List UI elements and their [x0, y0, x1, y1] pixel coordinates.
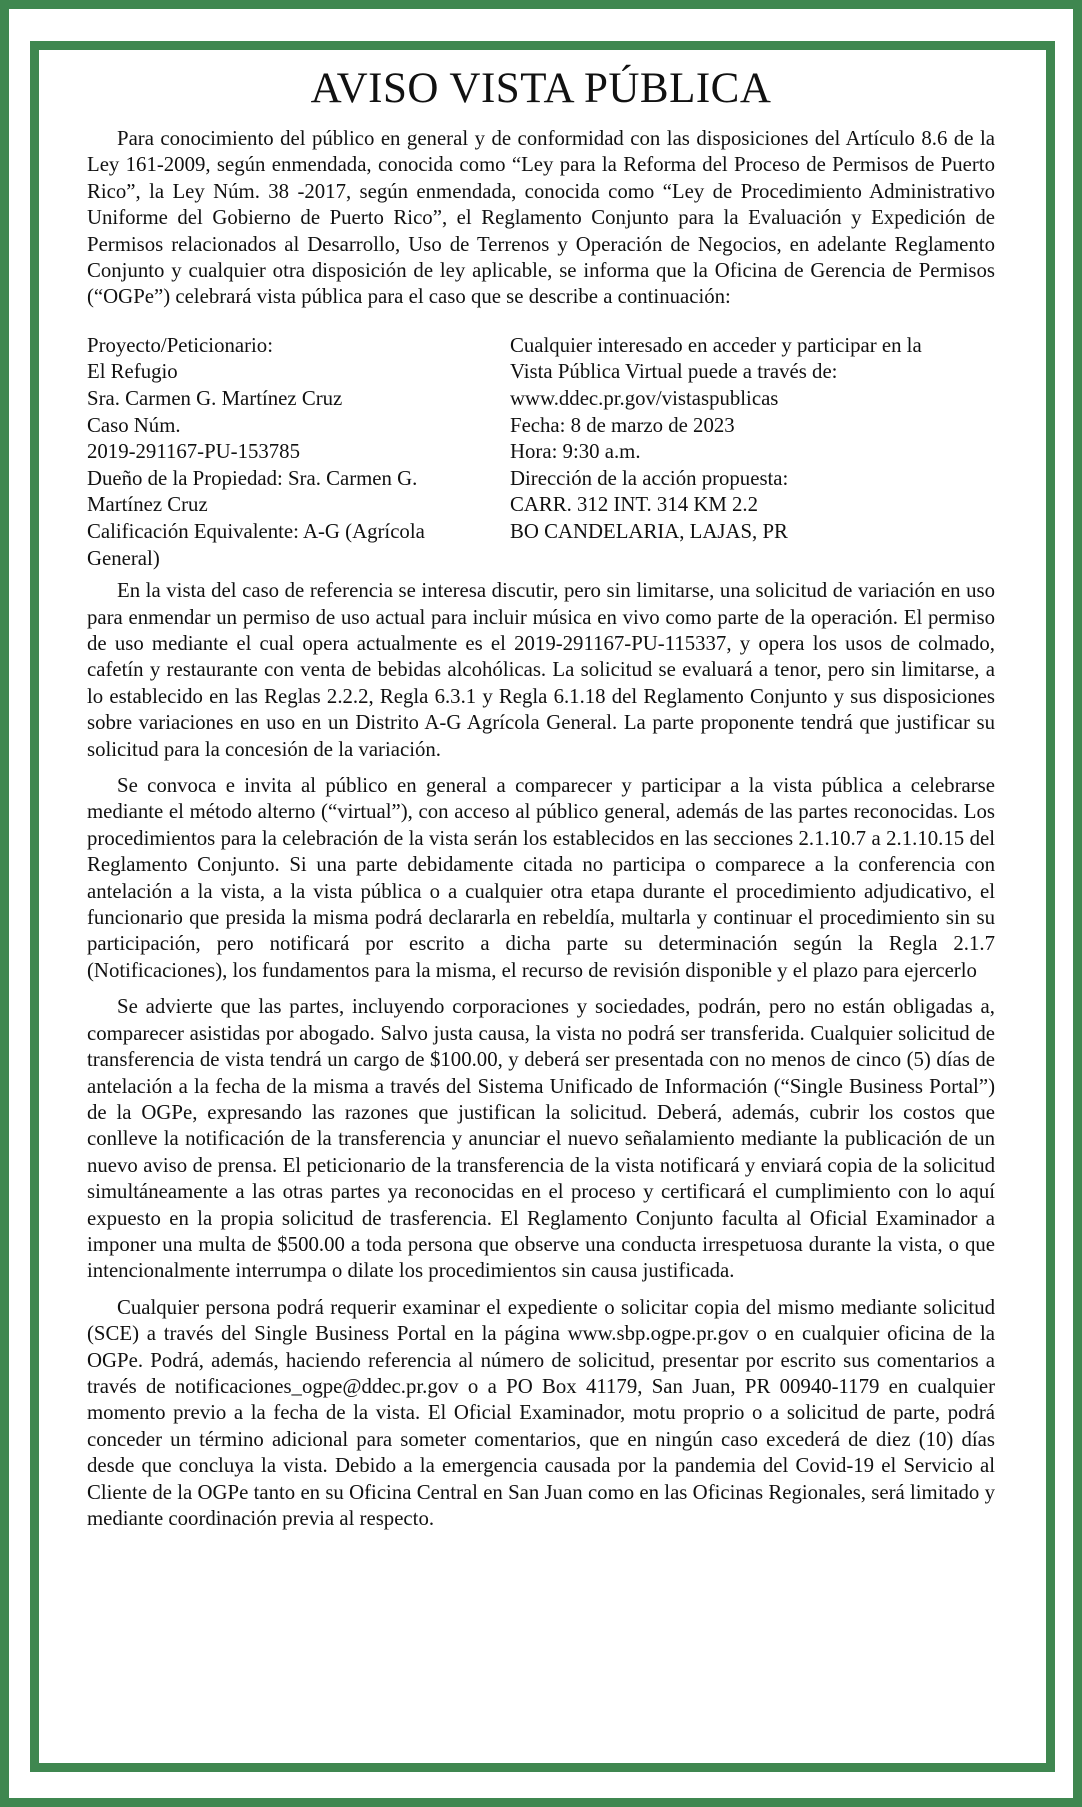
project-name: El Refugio: [87, 360, 178, 384]
petitioner-name: Sra. Carmen G. Martínez Cruz: [87, 387, 343, 411]
zoning-line-1: Calificación Equivalente: A-G (Agrícola: [87, 520, 425, 543]
hearing-time: Hora: 9:30 a.m.: [510, 440, 641, 464]
invitation-paragraph: Se convoca e invita al público en general a comparecer y participar a la vista pública a celebrarse mediante el método alterno (“virtual”), con acceso al público general, además de las partes reconocidas. Los procedimientos para la celebración de la vista serán los establecidos en las secciones 2.1.10.7 a 2.1.10.15 del Reglamento Conjunto. Si una parte debidamente citada no participa o comparece a la conferencia con antelación a la vista, a la vista pública o a cualquier otra etapa durante el procedimiento adjudicativo, el funcionario que presida la misma podrá declararla en rebeldía, multarla y continuar el procedimiento sin su participación, pero notificará por escrito a dicha parte su determinación según la Regla 2.1.7 (Notificaciones), los fundamentos para la misma, el recurso de revisión disponible y el plazo para ejercerlo: [87, 774, 995, 982]
access-text-line-1: Cualquier interesado en acceder y participar en la: [510, 333, 922, 357]
address-line-2: BO CANDELARIA, LAJAS, PR: [510, 520, 788, 543]
case-info-block: [87, 333, 995, 572]
notice-title: AVISO VISTA PÚBLICA: [310, 65, 772, 112]
case-number: 2019-291167-PU-153785: [87, 440, 300, 464]
comments-paragraph: Cualquier persona podrá requerir examinar el expediente o solicitar copia del mismo mediante solicitud (SCE) a través del Single Business Portal en la página www.sbp.ogpe.pr.gov o en cualquier oficina de la OGPe. Podrá, además, haciendo referencia al número de solicitud, presentar por escrito sus comentarios a través de notificaciones_ogpe@ddec.pr.gov o a PO Box 41179, San Juan, PR 00940-1179 en cualquier momento previo a la fecha de la vista. El Oficial Examinador, motu proprio o a solicitud de parte, podrá conceder un término adicional para someter comentarios, que en ningún caso excederá de diez (10) días desde que concluya la vista. Debido a la emergencia causada por la pandemia del Covid-19 el Servicio al Cliente de la OGPe tanto en su Oficina Central en San Juan como en las Oficinas Regionales, será limitado y mediante coordinación previa al respecto.: [87, 1295, 995, 1530]
virtual-hearing-website: www.ddec.pr.gov/vistaspublicas: [510, 387, 779, 411]
project-label: Proyecto/Peticionario:: [87, 333, 273, 357]
case-label: Caso Núm.: [87, 413, 181, 437]
notice-content: [87, 62, 995, 1542]
hearing-date: Fecha: 8 de marzo de 2023: [510, 413, 735, 437]
intro-paragraph: Para conocimiento del público en general y de conformidad con las disposiciones del Artículo 8.6 de la Ley 161-2009, según enmendada, conocida como “Ley para la Reforma del Proceso de Permisos de Puerto Rico”, la Ley Núm. 38 -2017, según enmendada, conocida como “Ley de Procedimiento Administrativo Uniforme del Gobierno de Puerto Rico”, el Reglamento Conjunto para la Evaluación y Expedición de Permisos relacionados al Desarrollo, Uso de Terrenos y Operación de Negocios, en adelante Reglamento Conjunto y cualquier otra disposición de ley aplicable, se informa que la Oficina de Gerencia de Permisos (“OGPe”) celebrará vista pública para el caso que se describe a continuación:: [87, 127, 995, 309]
variance-request-paragraph: En la vista del caso de referencia se interesa discutir, pero sin limitarse, una solicitud de variación en uso para enmendar un permiso de uso actual para incluir música en vivo como parte de la operación. El permiso de uso mediante el cual opera actualmente es el 2019-291167-PU-115337, y opera los usos de colmado, cafetín y restaurante con venta de bebidas alcohólicas. La solicitud se evaluará a tenor, pero sin limitarse, a lo establecido en las Reglas 2.2.2, Regla 6.3.1 y Regla 6.1.18 del Reglamento Conjunto y sus disposiciones sobre variaciones en uso en un Distrito A-G Agrícola General. La parte proponente tendrá que justificar su solicitud para la concesión de la variación.: [87, 579, 995, 761]
address-label: Dirección de la acción propuesta:: [510, 466, 789, 490]
property-owner-line-1: Dueño de la Propiedad: Sra. Carmen G.: [87, 466, 418, 490]
zoning-line-2: General): [87, 546, 160, 570]
access-text-line-2: Vista Pública Virtual puede a través de:: [510, 360, 838, 384]
address-line-1: CARR. 312 INT. 314 KM 2.2: [510, 493, 759, 517]
case-info-right-column: [510, 333, 995, 572]
property-owner-line-2: Martínez Cruz: [87, 493, 208, 517]
transfer-policy-paragraph: Se advierte que las partes, incluyendo corporaciones y sociedades, podrán, pero no están obligadas a, comparecer asistidas por abogado. Salvo justa causa, la vista no podrá ser transferida. Cualquier solicitud de transferencia de vista tendrá un cargo de $100.00, y deberá ser presentada con no menos de cinco (5) días de antelación a la fecha de la misma a través del Sistema Unificado de Información (“Single Business Portal”) de la OGPe, expresando las razones que justifican la solicitud. Deberá, además, cubrir los costos que conlleve la notificación de la transferencia y anunciar el nuevo señalamiento mediante la publicación de un nuevo aviso de prensa. El peticionario de la transferencia de la vista notificará y enviará copia de la solicitud simultáneamente a las otras partes ya reconocidas en el proceso y certificará el cumplimiento con lo aquí expuesto en la propia solicitud de trasferencia. El Reglamento Conjunto faculta al Oficial Examinador a imponer una multa de $500.00 a toda persona que observe una conducta irrespetuosa durante la vista, o que intencionalmente interrumpa o dilate los procedimientos sin causa justificada.: [87, 995, 995, 1283]
case-info-left-column: [87, 333, 487, 572]
